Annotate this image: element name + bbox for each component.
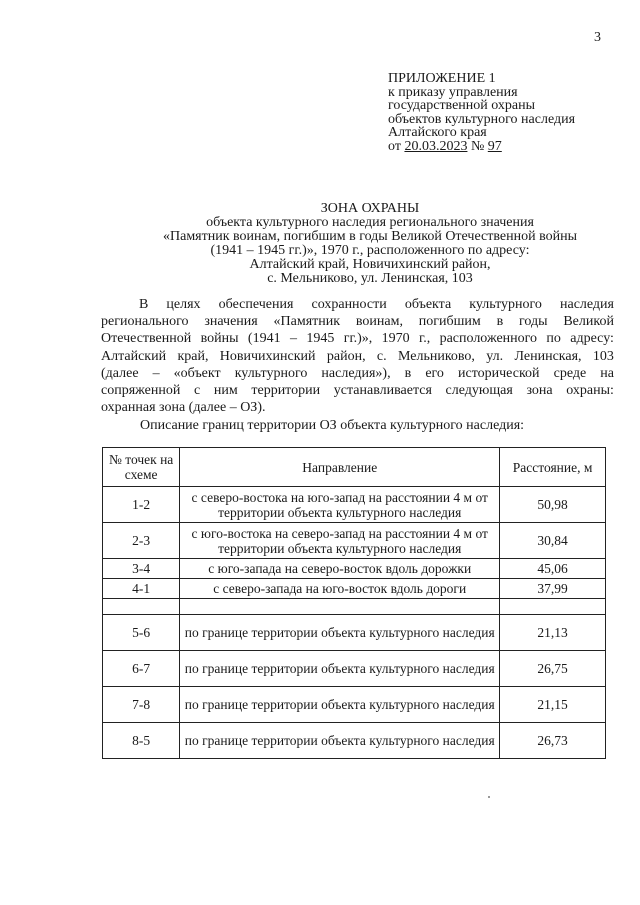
- paragraph-word: 1970: [381, 331, 410, 347]
- paragraph-word: расположенного: [439, 331, 538, 347]
- paragraph-word: в: [404, 365, 412, 381]
- cell-distance: 26,75: [500, 651, 606, 687]
- table-header-row: [103, 448, 606, 487]
- paragraph-word: погибшим: [418, 314, 481, 330]
- page-number: 3: [594, 30, 601, 45]
- table-row: [103, 651, 606, 687]
- cell-distance: 45,06: [500, 559, 606, 579]
- cell-direction: по границе территории объекта культурного наследия: [180, 723, 500, 759]
- cell-distance: 21,15: [500, 687, 606, 723]
- paragraph-word: Великой: [563, 314, 614, 330]
- appendix-title: ПРИЛОЖЕНИЕ 1: [388, 71, 496, 86]
- table-row: [103, 615, 606, 651]
- paragraph-word: с: [193, 383, 201, 399]
- paragraph-word: край,: [177, 348, 209, 364]
- heading-line: с. Мельниково, ул. Ленинская, 103: [267, 271, 473, 286]
- cell-distance: [500, 599, 606, 615]
- paragraph-line: [101, 330, 614, 347]
- cell-distance: 21,13: [500, 615, 606, 651]
- header-points: № точек на схеме: [103, 448, 180, 487]
- cell-direction: по границе территории объекта культурного наследия: [180, 615, 500, 651]
- cell-distance: 50,98: [500, 487, 606, 523]
- paragraph-word: среде: [553, 365, 587, 381]
- paragraph-word: В: [139, 297, 149, 312]
- paragraph-word: Алтайский: [101, 348, 167, 364]
- paragraph-word: устанавливается: [333, 383, 432, 399]
- paragraph-word: ул.: [486, 348, 504, 364]
- paragraph-line: охранная зона (далее – ОЗ).: [101, 400, 266, 416]
- paragraph-word: Мельниково,: [397, 348, 475, 364]
- cell-points: 7-8: [103, 687, 180, 723]
- appendix-line: государственной охраны: [388, 98, 536, 114]
- appendix-date-line: [388, 140, 628, 154]
- paragraph-word: (1941: [247, 331, 281, 347]
- cell-points: 5-6: [103, 615, 180, 651]
- cell-direction: по границе территории объекта культурного наследия: [180, 687, 500, 723]
- scan-speck: [488, 796, 490, 798]
- paragraph-word: Новичихинский: [219, 348, 316, 364]
- paragraph-word: «Памятник: [273, 314, 341, 330]
- paragraph-word: на: [600, 365, 614, 381]
- cell-distance: 26,73: [500, 723, 606, 759]
- table-row: [103, 599, 606, 615]
- paragraph-line: [101, 382, 614, 399]
- paragraph-word: наследия»),: [321, 365, 391, 381]
- paragraph-word: ним: [213, 383, 238, 399]
- paragraph-word: обеспечения: [218, 297, 294, 312]
- paragraph-word: сопряженной: [101, 383, 181, 399]
- heading-line: Алтайский край, Новичихинский район,: [249, 257, 491, 272]
- cell-distance: 37,99: [500, 579, 606, 599]
- paragraph-word: –: [289, 331, 297, 347]
- boundary-table: [102, 447, 606, 759]
- table-row: [103, 723, 606, 759]
- paragraph-word: Отечественной: [101, 331, 192, 347]
- document-heading: [100, 202, 640, 286]
- cell-direction: с юго-востока на северо-запад на расстоянии 4 м от территории объекта культурного наследия: [180, 523, 500, 559]
- paragraph-word: с.: [376, 348, 387, 364]
- table-row: [103, 687, 606, 723]
- appendix-line: объектов культурного наследия: [388, 111, 576, 127]
- body-paragraph: [101, 296, 614, 416]
- table-row: [103, 487, 606, 523]
- cell-direction: с юго-запада на северо-восток вдоль дорожки: [180, 559, 500, 579]
- cell-direction: [180, 599, 500, 615]
- paragraph-word: культурного: [234, 365, 308, 381]
- table-row: [103, 523, 606, 559]
- table-row: [103, 559, 606, 579]
- appendix-block: [388, 72, 628, 154]
- paragraph-word: адресу:: [570, 331, 614, 347]
- paragraph-word: в: [496, 314, 504, 330]
- order-number: 97: [487, 138, 502, 154]
- paragraph-word: 103: [592, 348, 614, 364]
- cell-points: 1-2: [103, 487, 180, 523]
- paragraph-word: объекта: [404, 297, 452, 312]
- cell-points: 3-4: [103, 559, 180, 579]
- header-direction: Направление: [180, 448, 500, 487]
- paragraph-line: [101, 365, 614, 382]
- paragraph-line: [101, 348, 614, 365]
- paragraph-word: целях: [166, 297, 201, 312]
- paragraph-word: его: [425, 365, 444, 381]
- cell-points: 2-3: [103, 523, 180, 559]
- paragraph-word: наследия: [559, 297, 614, 312]
- appendix-line: Алтайского края: [388, 125, 487, 141]
- paragraph-word: воинам,: [355, 314, 403, 330]
- heading-line: (1941 – 1945 гг.)», 1970 г., расположенного по адресу:: [210, 243, 530, 258]
- paragraph-word: годы: [519, 314, 548, 330]
- paragraph-word: сохранности: [311, 297, 387, 312]
- paragraph-word: войны: [200, 331, 239, 347]
- paragraph-word: Ленинская,: [514, 348, 582, 364]
- cell-direction: по границе территории объекта культурного наследия: [180, 651, 500, 687]
- paragraph-word: территории: [251, 383, 321, 399]
- paragraph-word: «объект: [173, 365, 221, 381]
- paragraph-word: район,: [326, 348, 366, 364]
- paragraph-word: (далее: [101, 365, 139, 381]
- paragraph-line: [101, 296, 614, 313]
- heading-title: ЗОНА ОХРАНЫ: [320, 201, 420, 216]
- cell-points: 8-5: [103, 723, 180, 759]
- number-prefix: №: [470, 138, 485, 154]
- paragraph-word: регионального: [101, 314, 189, 330]
- paragraph-word: гг.)»,: [343, 331, 373, 347]
- cell-points: 4-1: [103, 579, 180, 599]
- header-distance: Расстояние, м: [500, 448, 606, 487]
- table-row: [103, 579, 606, 599]
- cell-direction: с северо-востока на юго-запад на расстоянии 4 м от территории объекта культурного наследия: [180, 487, 500, 523]
- cell-points: [103, 599, 180, 615]
- paragraph-word: –: [152, 365, 160, 381]
- cell-direction: с северо-запада на юго-восток вдоль дороги: [180, 579, 500, 599]
- paragraph-word: г.,: [419, 331, 431, 347]
- paragraph-word: по: [546, 331, 561, 347]
- paragraph-word: 1945: [306, 331, 335, 347]
- cell-points: 6-7: [103, 651, 180, 687]
- table-caption: Описание границ территории ОЗ объекта культурного наследия:: [140, 418, 525, 433]
- paragraph-line: [101, 313, 614, 330]
- paragraph-word: зона: [526, 383, 553, 399]
- order-date: 20.03.2023: [404, 138, 468, 154]
- paragraph-word: исторической: [458, 365, 540, 381]
- paragraph-word: значения: [204, 314, 258, 330]
- heading-line: объекта культурного наследия регионального значения: [206, 215, 534, 230]
- appendix-line: к приказу управления: [388, 84, 518, 100]
- heading-line: «Памятник воинам, погибшим в годы Великой Отечественной войны: [163, 229, 577, 244]
- paragraph-word: культурного: [469, 297, 542, 312]
- table-body: [103, 487, 606, 759]
- paragraph-word: охраны:: [566, 383, 614, 399]
- date-prefix: от: [388, 138, 401, 154]
- cell-distance: 30,84: [500, 523, 606, 559]
- paragraph-word: следующая: [445, 383, 513, 399]
